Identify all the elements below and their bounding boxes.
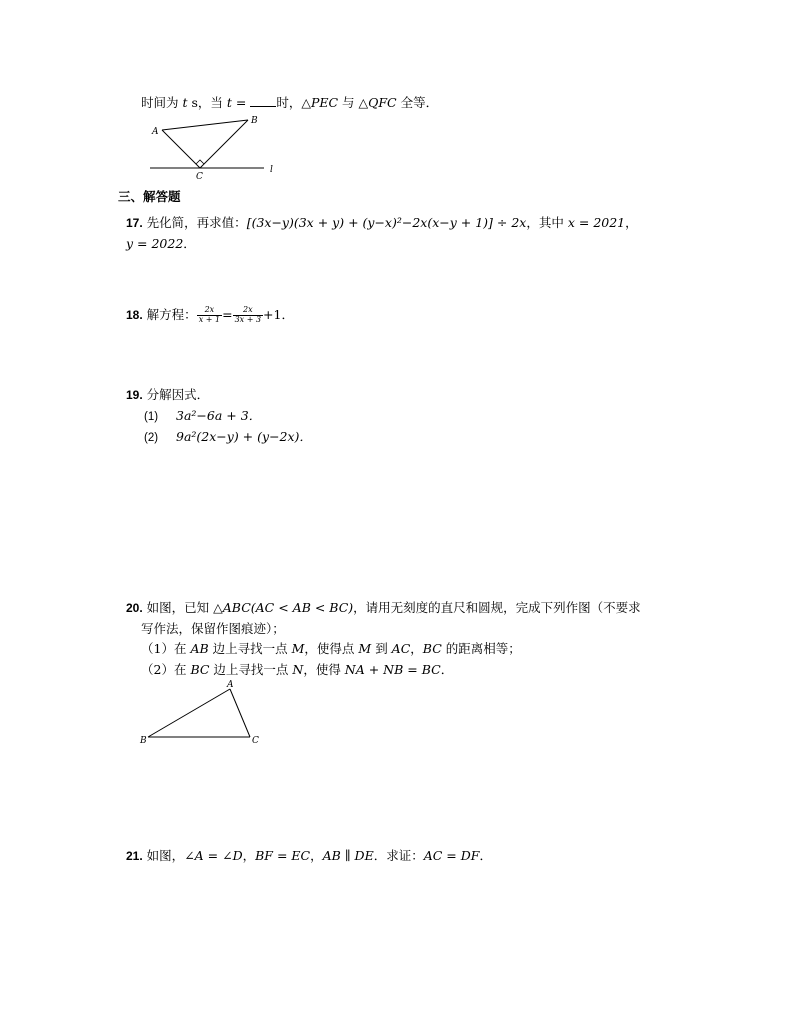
q20-l3-m2: M [358, 641, 372, 656]
q20-l4-post: ． [440, 662, 454, 677]
fig20-label-a: A [227, 680, 234, 690]
q16-text-pre: 时间为 [141, 95, 183, 110]
q18-line [126, 306, 294, 325]
q16-eq: = [231, 95, 251, 110]
q21-comma2: ， [310, 848, 323, 863]
q17-number: 17. [126, 216, 143, 230]
q20-l4-pre: （2）在 [141, 662, 191, 677]
q21-cond-parallel: AB ∥ DE [322, 848, 374, 863]
q16-text-post2: 全等． [396, 95, 439, 110]
q21-text-mid: ．求证： [373, 848, 424, 863]
q19-text: 分解因式． [146, 387, 210, 402]
q18-rhs-denominator: 3x + 3 [234, 314, 262, 324]
q17-y-value: y = 2022 [126, 236, 184, 251]
q21-number: 21. [126, 849, 143, 863]
q19-item-1-expr: 3a²−6a + 3． [176, 408, 262, 423]
q17-expression: [(3x−y)(3x + y) + (y−x)²−2x(x−y + 1)] ÷ 2x [246, 215, 527, 230]
q18-rhs-numerator: 2x [233, 306, 263, 316]
q17-line1 [126, 215, 638, 231]
q20-l3-post: 的距离相等； [441, 641, 521, 656]
q19-item-2-expr: 9a²(2x−y) + (y−2x)． [176, 429, 312, 444]
q16-text-post1: 时，△ [276, 95, 311, 110]
q18-lhs-numerator: 2x [197, 306, 222, 316]
q16-text-s: s，当 [187, 95, 227, 110]
fig16-label-c: C [196, 172, 203, 182]
q20-line4 [141, 662, 453, 678]
q20-l3-mid2: ，使得点 [304, 641, 359, 656]
q20-l3-ac: AC [391, 641, 411, 656]
q19-item-1-label: (1) [144, 411, 159, 423]
q17-comma: ， [625, 215, 638, 230]
q19-item-2-label: (2) [144, 432, 159, 444]
q20-l4-bc: BC [190, 662, 210, 677]
q16-triangle-pec: PEC [310, 95, 339, 110]
q16-var-t: t [182, 95, 188, 110]
q20-line3 [141, 641, 521, 657]
q19-title [126, 387, 209, 403]
fig16-label-a: A [152, 127, 159, 137]
q20-l3-pre: （1）在 [141, 641, 191, 656]
q20-line1 [126, 600, 641, 616]
q16-tail-line [141, 95, 438, 111]
q20-line2: 写作法，保留作图痕迹）； [141, 621, 285, 636]
q17-x-value: x = 2021 [567, 215, 626, 230]
q21-cond-angles: ∠A = ∠D [184, 848, 243, 863]
q20-l4-mid1: 边上寻找一点 [209, 662, 293, 677]
fig20-label-b: B [140, 736, 147, 746]
q18-rhs-fraction [233, 306, 263, 325]
fig16-label-l: l [270, 165, 273, 175]
q20-line1-post: ，请用无刻度的直尺和圆规，完成下列作图（不要求 [353, 600, 641, 615]
q21-goal: AC = DF [423, 848, 480, 863]
q17-tail: ，其中 [526, 215, 568, 230]
q20-l3-comma: ， [410, 641, 423, 656]
q21-end: ． [479, 848, 492, 863]
q18-tail: +1． [263, 306, 294, 322]
q20-number: 20. [126, 601, 143, 615]
q16-var-t2: t [226, 95, 232, 110]
q17-line2 [126, 236, 196, 252]
q19-item-2 [144, 429, 312, 445]
q21-line [126, 848, 492, 864]
q20-l4-eq: NA + NB = BC [344, 662, 441, 677]
q20-l3-mid3: 到 [371, 641, 392, 656]
q20-l4-mid2: ，使得 [303, 662, 345, 677]
q18-equals: = [222, 306, 233, 322]
q21-cond-segments: BF = EC [255, 848, 311, 863]
q20-l3-ab: AB [190, 641, 209, 656]
q21-comma1: ， [242, 848, 256, 863]
q20-l3-mid1: 边上寻找一点 [208, 641, 292, 656]
q17-text: 先化简，再求值： [146, 215, 247, 230]
q21-text-pre: 如图， [146, 848, 185, 863]
q16-text-mid: 与 △ [338, 95, 369, 110]
q19-number: 19. [126, 388, 143, 402]
q20-l3-bc: BC [422, 641, 442, 656]
q19-item-1 [144, 408, 261, 424]
q20-figure [140, 680, 270, 750]
q20-l4-n: N [292, 662, 304, 677]
q16-figure [140, 112, 290, 184]
fig20-label-c: C [252, 736, 259, 746]
q18-text: 解方程： [146, 306, 197, 322]
q20-l3-m: M [291, 641, 305, 656]
q18-number: 18. [126, 307, 143, 322]
q17-end: ． [183, 236, 196, 251]
q18-lhs-denominator: x + 1 [198, 314, 221, 324]
fig16-label-b: B [251, 116, 258, 126]
q20-line1-pre: 如图，已知 [146, 600, 214, 615]
section-heading: 三、解答题 [118, 189, 181, 204]
q18-lhs-fraction [197, 306, 222, 325]
q16-triangle-qfc: QFC [368, 95, 397, 110]
q16-answer-blank[interactable] [250, 95, 276, 107]
q20-triangle-condition: △ABC(AC < AB < BC) [213, 600, 354, 615]
